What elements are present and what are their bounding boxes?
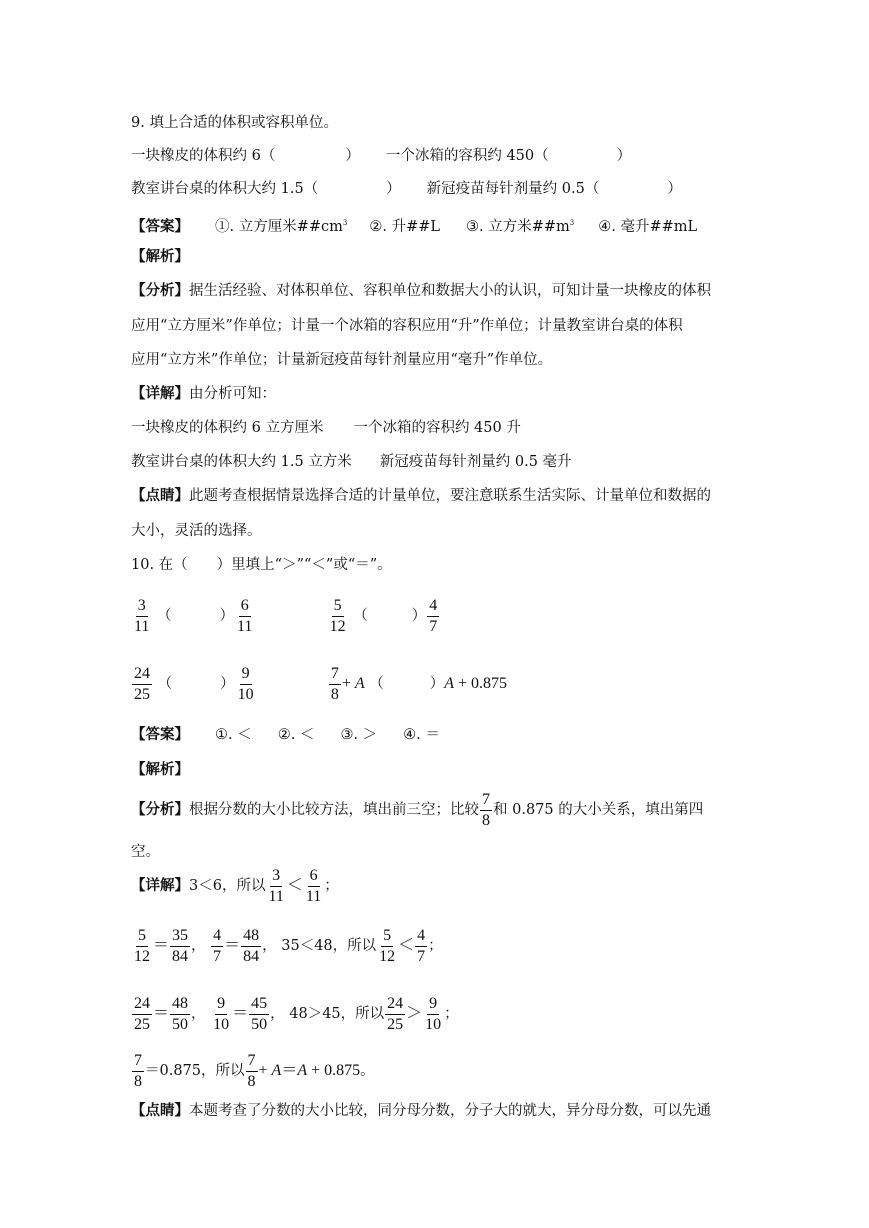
fraction: $\frac{3}{11}$ [268,866,284,905]
q10-title: 10. 在（ ）里填上“＞”“＜”或“＝”。 [131,557,392,573]
q10-answer: 【答案】 ①. ＜ ②. ＜ ③. ＞ ④. ＝ [131,726,440,743]
q10-analysis-label: 【解析】 [131,761,189,778]
fraction: $\frac{6}{11}$ [305,866,322,905]
fraction: $\frac{7}{8}$ [330,664,339,703]
q10-xiangjie-4: $\frac{7}{8}$ ＝0.875，所以 $\frac{7}{8}$ + A＝A + 0.875。 [134,1051,375,1090]
fraction: $\frac{3}{11}$ [134,596,150,635]
fraction: $\frac{24}{25}$ [134,664,150,703]
q10-fenxi-2: 空。 [131,844,160,860]
fraction: $\frac{6}{11}$ [237,596,253,635]
q10-fenxi-1: 【分析】根据分数的大小比较方法，填出前三空；比较 $\frac{7}{8}$ 和 0.875 的大小关系，填出第四 [131,790,704,829]
q10-row1: $\frac{3}{11}$ （ ） $\frac{6}{11}$ $\frac{5}{12}$ （ ） $\frac{4}{7}$ [134,596,438,635]
q9-xiangjie: 【详解】由分析可知： [131,385,276,402]
q10-xiangjie-1: 【详解】3＜6，所以 $\frac{3}{11}$ ＜ $\frac{6}{11}$ ； [131,866,339,905]
q10-xiangjie-2: $\frac{5}{12}$ ＝ $\frac{35}{84}$ ， $\frac{4}{7}$ ＝ $\frac{48}{84}$ ， 35＜48，所以 $\frac{5}{12}$ ＜ $\frac{4}{7}$ ； [134,926,443,965]
q9-fenxi-3: 应用“立方米”作单位；计量新冠疫苗每针剂量应用“毫升”作单位。 [131,352,553,368]
q9-fenxi-2: 应用“立方厘米”作单位；计量一个冰箱的容积应用“升”作单位；计量教室讲台桌的体积 [131,318,683,334]
q10-row2: $\frac{24}{25}$ （ ） $\frac{9}{10}$ $\frac{7}{8}$ + A （ ）A + 0.875 [134,664,508,703]
fraction: $\frac{5}{12}$ [329,596,346,635]
q9-fenxi-1: 【分析】据生活经验、对体积单位、容积单位和数据大小的认识，可知计量一块橡皮的体积 [131,282,711,299]
q10-xiangjie-3: $\frac{24}{25}$ ＝ $\frac{48}{50}$ ， $\frac{9}{10}$ ＝ $\frac{45}{50}$ ， 48＞45，所以 $\frac{24}{25}$ ＞ $\frac{9}{10}$ ； [134,994,459,1033]
q9-row2: 教室讲台桌的体积大约 1.5（ ） 新冠疫苗每针剂量约 0.5（ ） [131,181,682,197]
q9-dianjing-2: 大小，灵活的选择。 [131,523,262,539]
fraction: $\frac{9}{10}$ [237,664,254,703]
q9-title: 9. 填上合适的体积或容积单位。 [131,115,338,131]
q9-row1: 一块橡皮的体积约 6（ ） 一个冰箱的容积约 450（ ） [131,148,632,164]
q9-result-1: 一块橡皮的体积约 6 立方厘米 一个冰箱的容积约 450 升 [131,420,521,436]
q9-answer: 【答案】 ①. 立方厘米$\#\#cm^3$ ②. 升##L ③. 立方米$\#\#m^3$ ④. 毫升##mL [131,217,698,235]
fraction: $\frac{4}{7}$ [429,596,438,635]
q9-analysis-label: 【解析】 [131,248,189,265]
q9-dianjing-1: 【点睛】此题考查根据情景选择合适的计量单位，要注意联系生活实际、计量单位和数据的 [131,487,711,504]
q9-result-2: 教室讲台桌的体积大约 1.5 立方米 新冠疫苗每针剂量约 0.5 毫升 [131,454,572,470]
q10-dianjing-1: 【点睛】本题考查了分数的大小比较，同分母分数，分子大的就大，异分母分数，可以先通 [131,1102,711,1119]
fraction: $\frac{7}{8}$ [482,790,490,829]
